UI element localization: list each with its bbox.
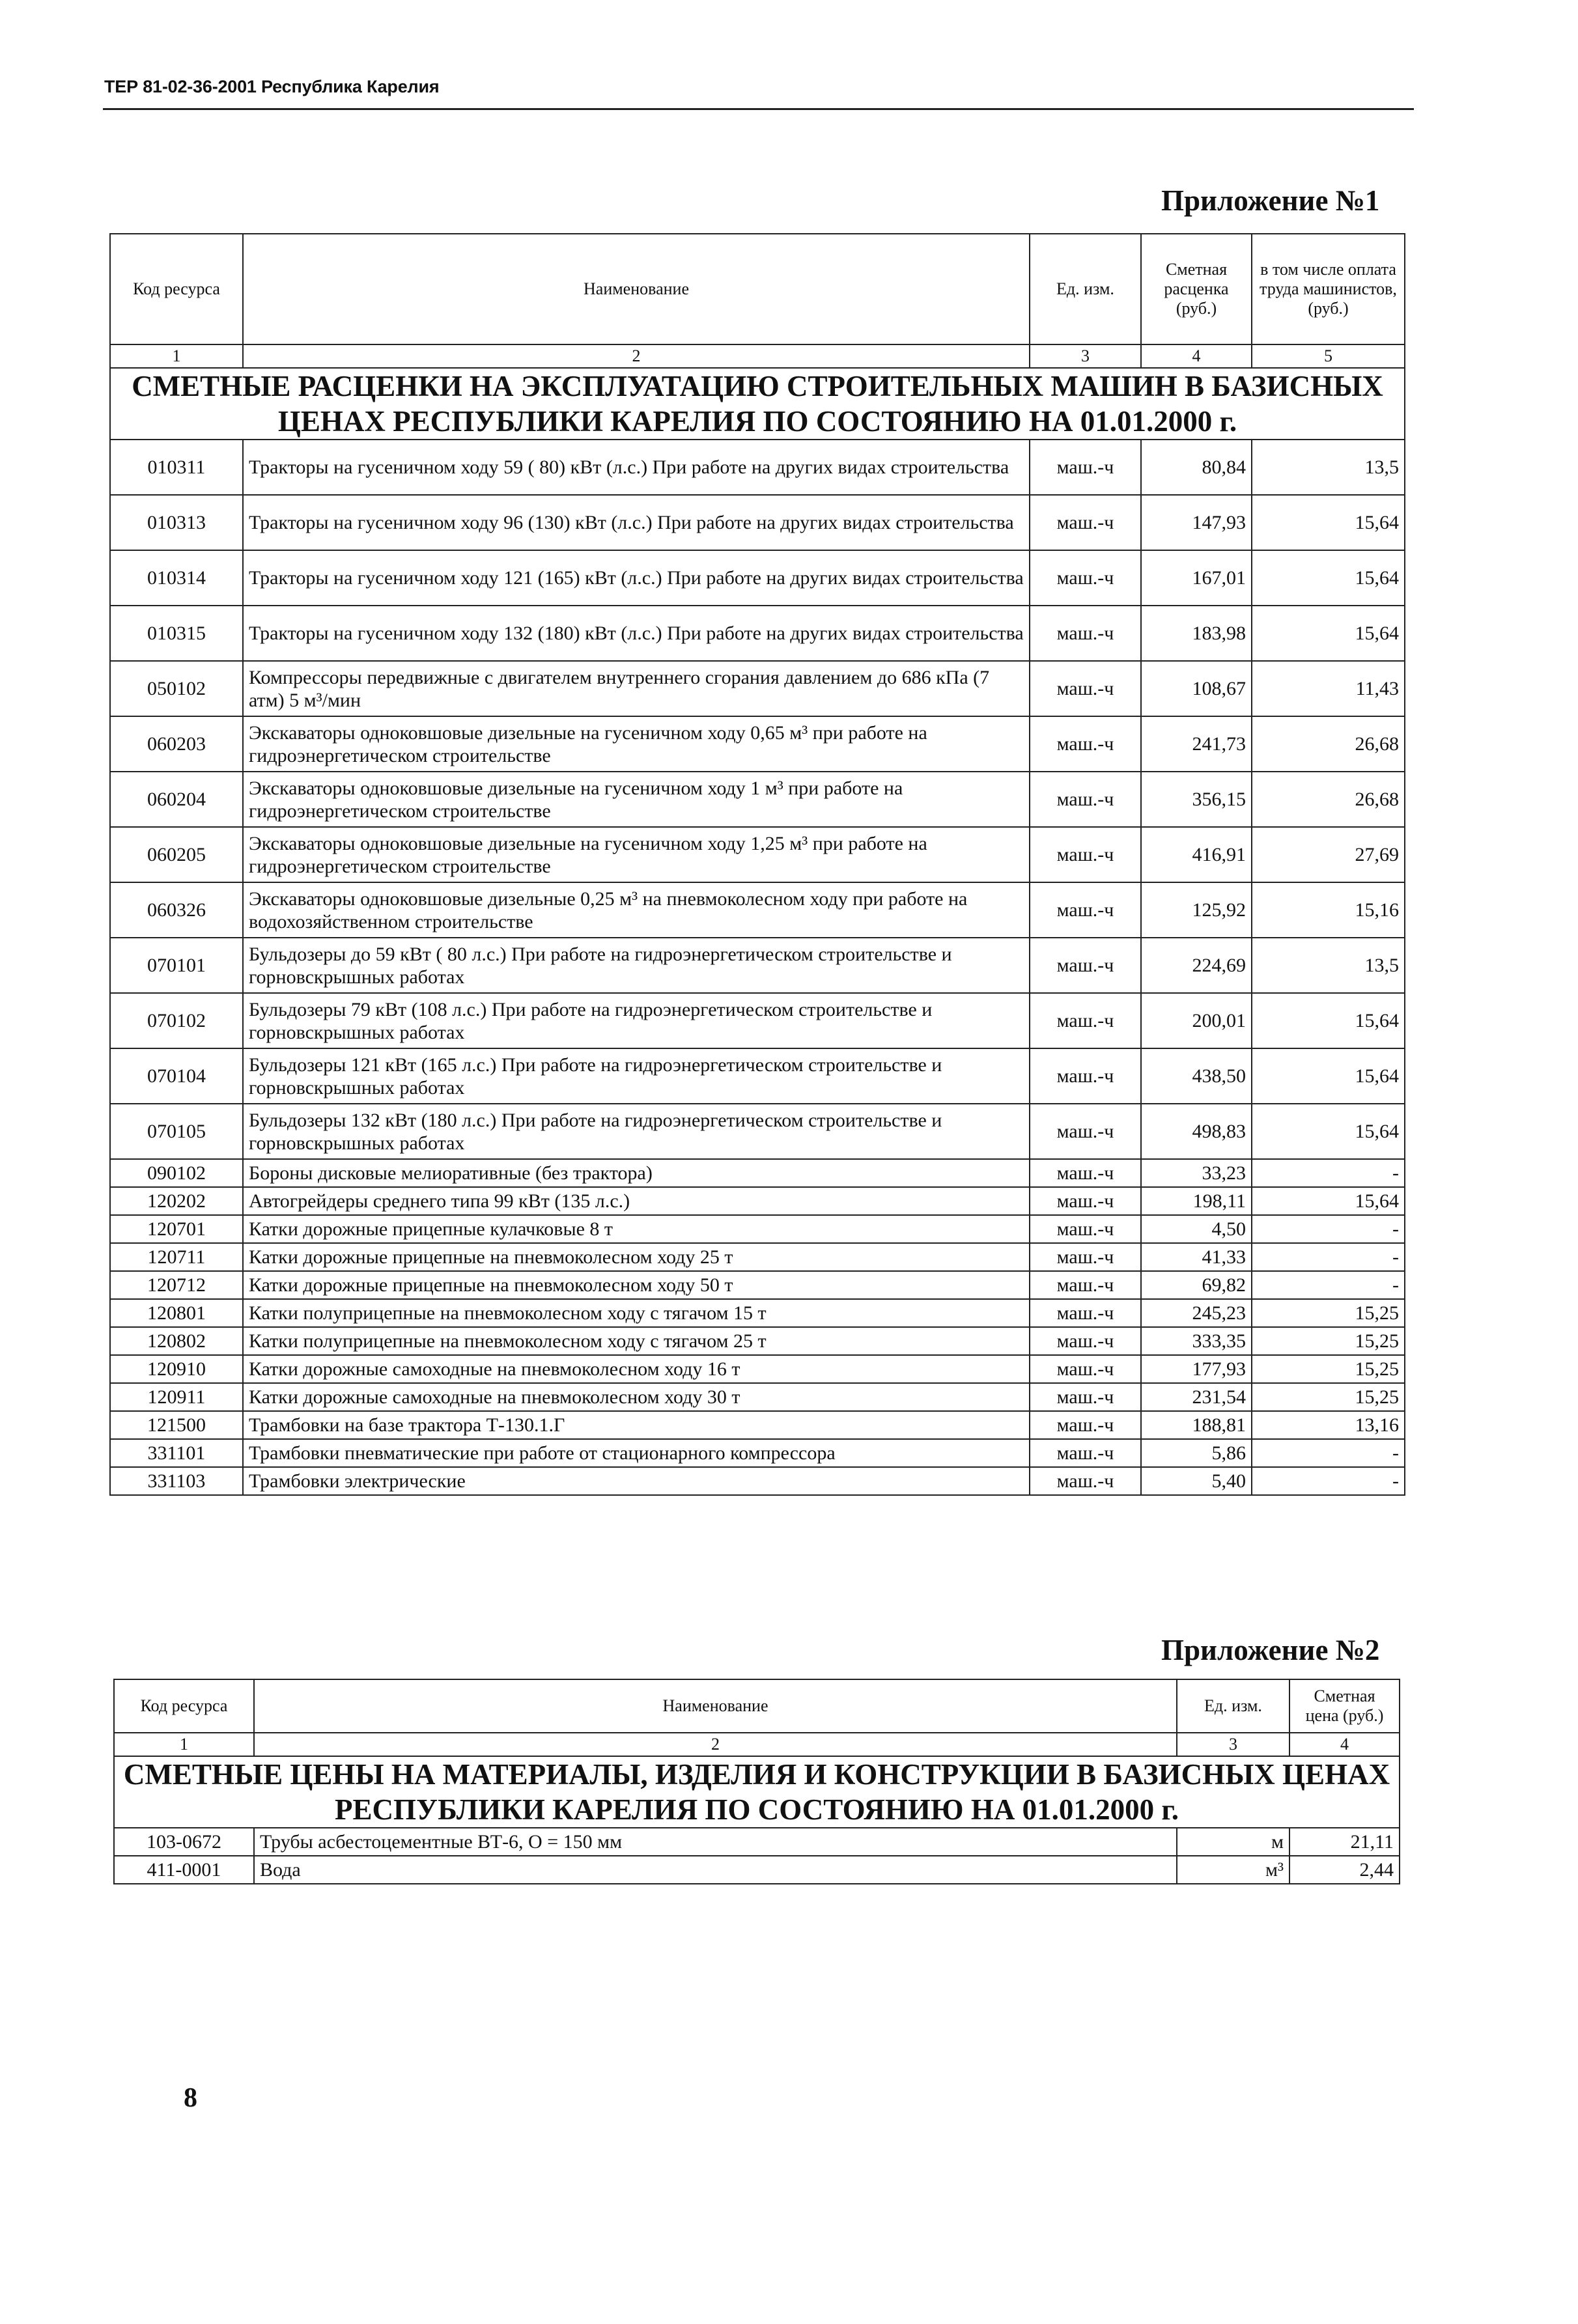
cell-price: 438,50 — [1141, 1048, 1252, 1104]
table-row — [110, 1299, 1405, 1327]
table-row — [110, 993, 1405, 1048]
header-rule — [103, 108, 1414, 110]
cell-unit: маш.-ч — [1030, 1048, 1141, 1104]
cell-name: Катки дорожные прицепные на пневмоколесном ходу 50 т — [243, 1271, 1030, 1299]
cell-wage: 15,25 — [1252, 1299, 1405, 1327]
material-prices-table — [113, 1679, 1400, 1884]
column-number: 1 — [114, 1733, 254, 1756]
cell-name: Бульдозеры 121 кВт (165 л.с.) При работе на гидроэнергетическом строительстве и горновскрышных работах — [243, 1048, 1030, 1104]
cell-price: 200,01 — [1141, 993, 1252, 1048]
cell-price: 416,91 — [1141, 827, 1252, 882]
cell-price: 333,35 — [1141, 1327, 1252, 1355]
cell-code: 010313 — [110, 495, 243, 550]
cell-wage: 15,64 — [1252, 606, 1405, 661]
cell-price: 80,84 — [1141, 440, 1252, 495]
cell-unit: маш.-ч — [1030, 772, 1141, 827]
cell-unit: маш.-ч — [1030, 1327, 1141, 1355]
cell-code: 050102 — [110, 661, 243, 716]
section-banner-row — [110, 368, 1405, 440]
cell-name: Катки дорожные прицепные на пневмоколесном ходу 25 т — [243, 1243, 1030, 1271]
cell-code: 120802 — [110, 1327, 243, 1355]
cell-price: м — [1177, 1828, 1289, 1856]
col-header-name: Наименование — [243, 234, 1030, 344]
cell-name: Катки дорожные прицепные кулачковые 8 т — [243, 1215, 1030, 1243]
cell-price: 147,93 — [1141, 495, 1252, 550]
running-header: ТЕР 81-02-36-2001 Республика Карелия — [104, 77, 440, 96]
cell-code: 120711 — [110, 1243, 243, 1271]
cell-unit: маш.-ч — [1030, 882, 1141, 938]
cell-unit: маш.-ч — [1030, 1411, 1141, 1439]
cell-unit: маш.-ч — [1030, 1159, 1141, 1187]
table-row — [110, 1411, 1405, 1439]
table-row — [114, 1856, 1400, 1884]
cell-price: 198,11 — [1141, 1187, 1252, 1215]
cell-wage: - — [1252, 1243, 1405, 1271]
appendix-1-title: Приложение №1 — [1161, 184, 1380, 217]
cell-unit: маш.-ч — [1030, 1215, 1141, 1243]
cell-name: Экскаваторы одноковшовые дизельные 0,25 м³ на пневмоколесном ходу при работе на водохозяйственном строительстве — [243, 882, 1030, 938]
cell-name: Бульдозеры до 59 кВт ( 80 л.с.) При работе на гидроэнергетическом строительстве и горновскрышных работах — [243, 938, 1030, 993]
cell-code: 120202 — [110, 1187, 243, 1215]
section-banner-row — [114, 1756, 1400, 1828]
cell-unit: маш.-ч — [1030, 1439, 1141, 1467]
cell-name: Катки дорожные самоходные на пневмоколесном ходу 16 т — [243, 1355, 1030, 1383]
cell-code: 060204 — [110, 772, 243, 827]
cell-price: 498,83 — [1141, 1104, 1252, 1159]
cell-code: 331103 — [110, 1467, 243, 1495]
col-header-name: Наименование — [254, 1679, 1177, 1733]
cell-code: 103-0672 — [114, 1828, 254, 1856]
appendix-2-title: Приложение №2 — [1161, 1634, 1380, 1666]
cell-wage: 15,25 — [1252, 1327, 1405, 1355]
table-row — [110, 1355, 1405, 1383]
column-number: 4 — [1141, 344, 1252, 368]
cell-unit: маш.-ч — [1030, 1467, 1141, 1495]
machine-rates-table — [109, 233, 1405, 1496]
table-header-row — [110, 234, 1405, 344]
cell-wage: - — [1252, 1215, 1405, 1243]
cell-name: Катки полуприцепные на пневмоколесном ходу с тягачом 15 т — [243, 1299, 1030, 1327]
table-row — [110, 716, 1405, 772]
machine-rates-body — [110, 440, 1405, 1495]
cell-unit: маш.-ч — [1030, 440, 1141, 495]
cell-price: 125,92 — [1141, 882, 1252, 938]
cell-code: 060203 — [110, 716, 243, 772]
cell-price: 188,81 — [1141, 1411, 1252, 1439]
cell-name: Трамбовки пневматические при работе от стационарного компрессора — [243, 1439, 1030, 1467]
table-row — [110, 1187, 1405, 1215]
material-prices-body — [114, 1828, 1400, 1884]
cell-price: 231,54 — [1141, 1383, 1252, 1411]
cell-wage: - — [1252, 1439, 1405, 1467]
cell-wage: - — [1252, 1159, 1405, 1187]
cell-wage: 15,25 — [1252, 1355, 1405, 1383]
cell-name: Катки дорожные самоходные на пневмоколесном ходу 30 т — [243, 1383, 1030, 1411]
cell-name: Тракторы на гусеничном ходу 121 (165) кВт (л.с.) При работе на других видах строительства — [243, 550, 1030, 606]
cell-wage: - — [1252, 1467, 1405, 1495]
table-row — [110, 606, 1405, 661]
cell-unit: маш.-ч — [1030, 1271, 1141, 1299]
table-row — [110, 1048, 1405, 1104]
cell-wage: 15,64 — [1252, 993, 1405, 1048]
cell-name: Тракторы на гусеничном ходу 132 (180) кВт (л.с.) При работе на других видах строительства — [243, 606, 1030, 661]
cell-unit: маш.-ч — [1030, 495, 1141, 550]
cell-wage: 15,64 — [1252, 495, 1405, 550]
cell-wage: - — [1252, 1271, 1405, 1299]
cell-code: 070104 — [110, 1048, 243, 1104]
cell-unit: маш.-ч — [1030, 1187, 1141, 1215]
page-number: 8 — [184, 2083, 197, 2113]
cell-code: 060326 — [110, 882, 243, 938]
section-title: СМЕТНЫЕ РАСЦЕНКИ НА ЭКСПЛУАТАЦИЮ СТРОИТЕЛЬНЫХ МАШИН В БАЗИСНЫХ ЦЕНАХ РЕСПУБЛИКИ КАРЕЛИЯ ПО СОСТОЯНИЮ НА 01.01.2000 г. — [110, 368, 1405, 440]
cell-wage: 13,5 — [1252, 938, 1405, 993]
cell-unit: маш.-ч — [1030, 716, 1141, 772]
cell-price: 41,33 — [1141, 1243, 1252, 1271]
cell-name: Бульдозеры 79 кВт (108 л.с.) При работе на гидроэнергетическом строительстве и горновскрышных работах — [243, 993, 1030, 1048]
table-row — [110, 772, 1405, 827]
cell-code: 331101 — [110, 1439, 243, 1467]
cell-price: 5,40 — [1141, 1467, 1252, 1495]
cell-price: 224,69 — [1141, 938, 1252, 993]
column-number: 2 — [243, 344, 1030, 368]
cell-price: 69,82 — [1141, 1271, 1252, 1299]
cell-wage: 26,68 — [1252, 716, 1405, 772]
cell-wage: 15,16 — [1252, 882, 1405, 938]
col-header-unit: Ед. изм. — [1030, 234, 1141, 344]
cell-name: Трамбовки электрические — [243, 1467, 1030, 1495]
cell-price: 108,67 — [1141, 661, 1252, 716]
cell-code: 411-0001 — [114, 1856, 254, 1884]
cell-wage: 15,64 — [1252, 1104, 1405, 1159]
cell-unit: маш.-ч — [1030, 938, 1141, 993]
cell-price: м³ — [1177, 1856, 1289, 1884]
table-row — [110, 1104, 1405, 1159]
cell-code: 120701 — [110, 1215, 243, 1243]
col-header-price: Сметная расценка (руб.) — [1141, 234, 1252, 344]
column-number: 3 — [1030, 344, 1141, 368]
table-row — [110, 1383, 1405, 1411]
table-row — [110, 882, 1405, 938]
table-row — [110, 1327, 1405, 1355]
table-row — [110, 1159, 1405, 1187]
cell-price: 241,73 — [1141, 716, 1252, 772]
cell-code: 070105 — [110, 1104, 243, 1159]
table-row — [110, 1439, 1405, 1467]
cell-price: 21,11 — [1289, 1828, 1400, 1856]
cell-unit: маш.-ч — [1030, 827, 1141, 882]
cell-price: 167,01 — [1141, 550, 1252, 606]
cell-price: 2,44 — [1289, 1856, 1400, 1884]
table-row — [110, 1271, 1405, 1299]
table-row — [110, 827, 1405, 882]
col-header-wage: в том числе оплата труда машинистов, (руб.) — [1252, 234, 1405, 344]
cell-code: 060205 — [110, 827, 243, 882]
cell-name: Компрессоры передвижные с двигателем внутреннего сгорания давлением до 686 кПа (7 атм) 5 м³/мин — [243, 661, 1030, 716]
cell-price: 4,50 — [1141, 1215, 1252, 1243]
cell-code: 010314 — [110, 550, 243, 606]
column-number: 3 — [1177, 1733, 1289, 1756]
cell-price: 183,98 — [1141, 606, 1252, 661]
cell-code: 120801 — [110, 1299, 243, 1327]
cell-code: 090102 — [110, 1159, 243, 1187]
cell-price: 356,15 — [1141, 772, 1252, 827]
cell-name: Бороны дисковые мелиоративные (без трактора) — [243, 1159, 1030, 1187]
cell-wage: 26,68 — [1252, 772, 1405, 827]
cell-unit: маш.-ч — [1030, 993, 1141, 1048]
column-number: 4 — [1289, 1733, 1400, 1756]
table-row — [110, 1243, 1405, 1271]
cell-name: Трамбовки на базе трактора Т-130.1.Г — [243, 1411, 1030, 1439]
table-row — [110, 938, 1405, 993]
cell-name: Трубы асбестоцементные ВТ-6, О = 150 мм — [254, 1828, 1177, 1856]
cell-name: Тракторы на гусеничном ходу 59 ( 80) кВт (л.с.) При работе на других видах строительства — [243, 440, 1030, 495]
column-number-row — [110, 344, 1405, 368]
cell-wage: 15,64 — [1252, 1187, 1405, 1215]
table-header-row — [114, 1679, 1400, 1733]
table-row — [110, 1215, 1405, 1243]
cell-name: Катки полуприцепные на пневмоколесном ходу с тягачом 25 т — [243, 1327, 1030, 1355]
cell-code: 010315 — [110, 606, 243, 661]
table-row — [110, 495, 1405, 550]
table-row — [114, 1828, 1400, 1856]
cell-wage: 27,69 — [1252, 827, 1405, 882]
cell-wage: 15,64 — [1252, 1048, 1405, 1104]
col-header-code: Код ресурса — [114, 1679, 254, 1733]
cell-name: Экскаваторы одноковшовые дизельные на гусеничном ходу 0,65 м³ при работе на гидроэнергетическом строительстве — [243, 716, 1030, 772]
cell-wage: 11,43 — [1252, 661, 1405, 716]
cell-code: 070101 — [110, 938, 243, 993]
cell-unit: маш.-ч — [1030, 1355, 1141, 1383]
column-number: 1 — [110, 344, 243, 368]
cell-code: 070102 — [110, 993, 243, 1048]
cell-unit: маш.-ч — [1030, 550, 1141, 606]
table-row — [110, 550, 1405, 606]
cell-name: Экскаваторы одноковшовые дизельные на гусеничном ходу 1,25 м³ при работе на гидроэнергетическом строительстве — [243, 827, 1030, 882]
cell-wage: 13,5 — [1252, 440, 1405, 495]
cell-unit: маш.-ч — [1030, 1104, 1141, 1159]
section-title: СМЕТНЫЕ ЦЕНЫ НА МАТЕРИАЛЫ, ИЗДЕЛИЯ И КОНСТРУКЦИИ В БАЗИСНЫХ ЦЕНАХ РЕСПУБЛИКИ КАРЕЛИЯ ПО СОСТОЯНИЮ НА 01.01.2000 г. — [114, 1756, 1400, 1828]
cell-price: 177,93 — [1141, 1355, 1252, 1383]
cell-name: Вода — [254, 1856, 1177, 1884]
cell-unit: маш.-ч — [1030, 1383, 1141, 1411]
cell-price: 33,23 — [1141, 1159, 1252, 1187]
col-header-price: Сметная цена (руб.) — [1289, 1679, 1400, 1733]
column-number: 5 — [1252, 344, 1405, 368]
cell-unit: маш.-ч — [1030, 1299, 1141, 1327]
cell-unit: маш.-ч — [1030, 661, 1141, 716]
cell-name: Тракторы на гусеничном ходу 96 (130) кВт (л.с.) При работе на других видах строительства — [243, 495, 1030, 550]
cell-code: 121500 — [110, 1411, 243, 1439]
cell-name: Автогрейдеры среднего типа 99 кВт (135 л.с.) — [243, 1187, 1030, 1215]
col-header-code: Код ресурса — [110, 234, 243, 344]
cell-price: 5,86 — [1141, 1439, 1252, 1467]
cell-wage: 15,64 — [1252, 550, 1405, 606]
cell-unit: маш.-ч — [1030, 1243, 1141, 1271]
column-number: 2 — [254, 1733, 1177, 1756]
cell-code: 120910 — [110, 1355, 243, 1383]
cell-code: 120712 — [110, 1271, 243, 1299]
cell-name: Экскаваторы одноковшовые дизельные на гусеничном ходу 1 м³ при работе на гидроэнергетическом строительстве — [243, 772, 1030, 827]
cell-unit: маш.-ч — [1030, 606, 1141, 661]
col-header-unit: Ед. изм. — [1177, 1679, 1289, 1733]
column-number-row — [114, 1733, 1400, 1756]
cell-wage: 13,16 — [1252, 1411, 1405, 1439]
cell-wage: 15,25 — [1252, 1383, 1405, 1411]
cell-code: 120911 — [110, 1383, 243, 1411]
cell-name: Бульдозеры 132 кВт (180 л.с.) При работе на гидроэнергетическом строительстве и горновскрышных работах — [243, 1104, 1030, 1159]
table-row — [110, 1467, 1405, 1495]
cell-price: 245,23 — [1141, 1299, 1252, 1327]
table-row — [110, 661, 1405, 716]
cell-code: 010311 — [110, 440, 243, 495]
table-row — [110, 440, 1405, 495]
